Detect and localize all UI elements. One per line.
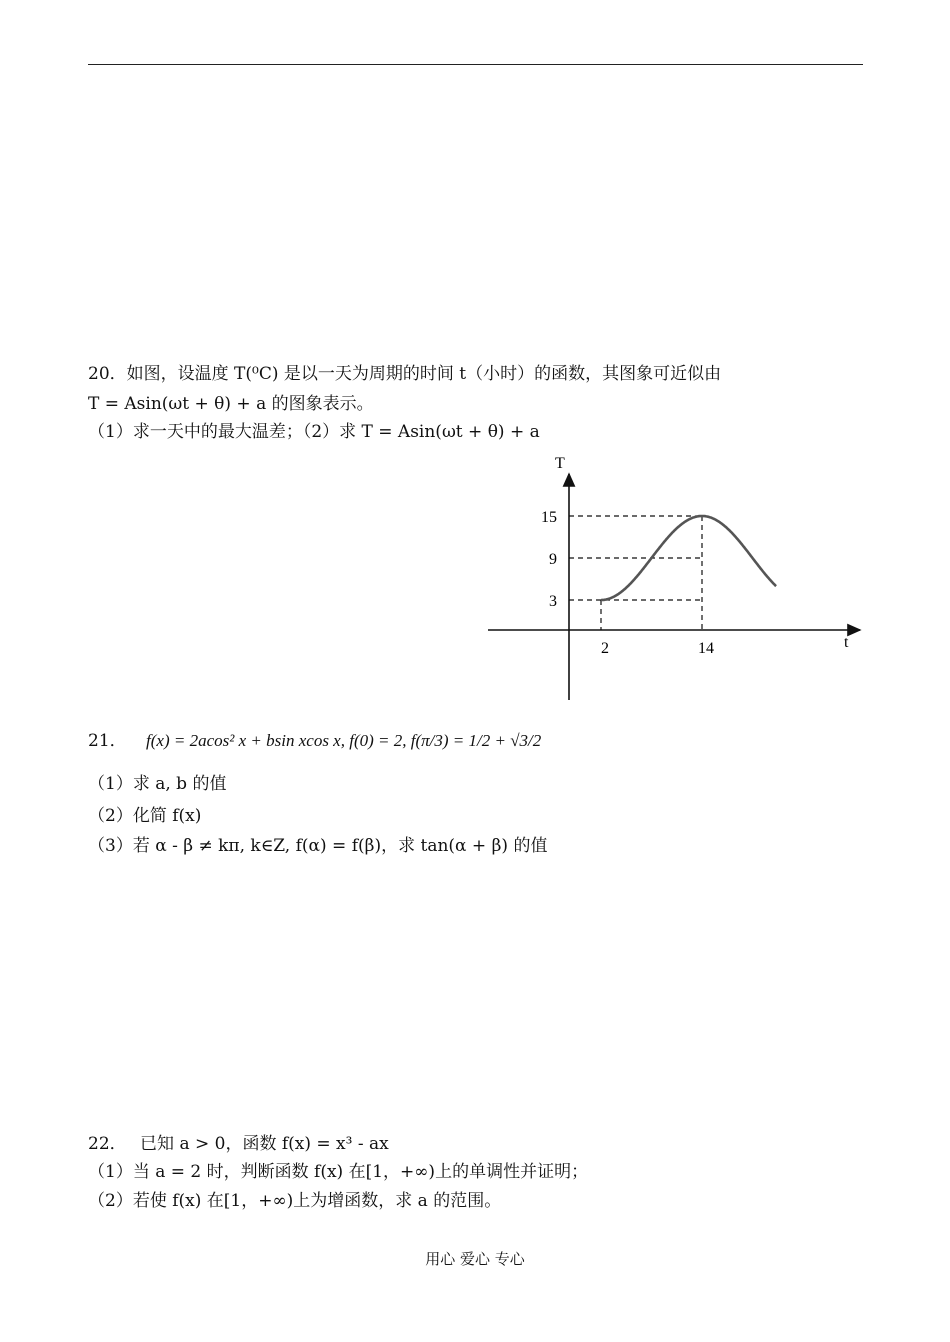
x-tick-label: 2 bbox=[601, 640, 609, 657]
problem-22-line1 bbox=[88, 1133, 389, 1155]
y-tick-label: 15 bbox=[541, 509, 557, 526]
problem-22-stem: 已知 a > 0，函数 f(x) = x³ - ax bbox=[140, 1134, 389, 1154]
page-footer: 用心 爱心 专心 bbox=[425, 1250, 525, 1268]
y-axis-label: T bbox=[555, 455, 565, 472]
problem-20-text1: 如图，设温度 T(⁰C) 是以一天为周期的时间 t（小时）的函数，其图象可近似由 bbox=[126, 364, 722, 384]
problem-20-line2: T = Asin(ωt + θ) + a 的图象表示。 bbox=[88, 394, 374, 414]
problem-21-q1: （1）求 a, b 的值 bbox=[88, 774, 227, 794]
problem-22-q1: （1）当 a = 2 时，判断函数 f(x) 在[1，+∞)上的单调性并证明； bbox=[88, 1162, 589, 1182]
header-rule bbox=[88, 64, 863, 65]
problem-20-line1 bbox=[88, 363, 721, 385]
problem-22-number: 22． bbox=[88, 1134, 127, 1154]
x-axis-label: t bbox=[844, 634, 849, 651]
temperature-chart bbox=[480, 450, 870, 705]
problem-22-q2: （2）若使 f(x) 在[1，+∞)上为增函数，求 a 的范围。 bbox=[88, 1191, 502, 1211]
problem-21-number: 21． bbox=[88, 731, 127, 751]
problem-21-q2: （2）化简 f(x) bbox=[88, 806, 202, 826]
problem-21-formula: f(x) = 2acos² x + bsin xcos x, f(0) = 2, f(π/3) = 1/2 + √3/2 bbox=[146, 731, 542, 750]
y-tick-label: 9 bbox=[549, 551, 557, 568]
y-tick-label: 3 bbox=[549, 593, 557, 610]
problem-21-q3: （3）若 α - β ≠ kπ, k∈Z, f(α) = f(β)，求 tan(α + β) 的值 bbox=[88, 836, 548, 856]
problem-20-line3: （1）求一天中的最大温差；（2）求 T = Asin(ωt + θ) + a bbox=[88, 422, 540, 442]
problem-20-number: 20． bbox=[88, 364, 127, 384]
problem-21-line1 bbox=[88, 730, 541, 752]
x-tick-label: 14 bbox=[698, 640, 714, 657]
